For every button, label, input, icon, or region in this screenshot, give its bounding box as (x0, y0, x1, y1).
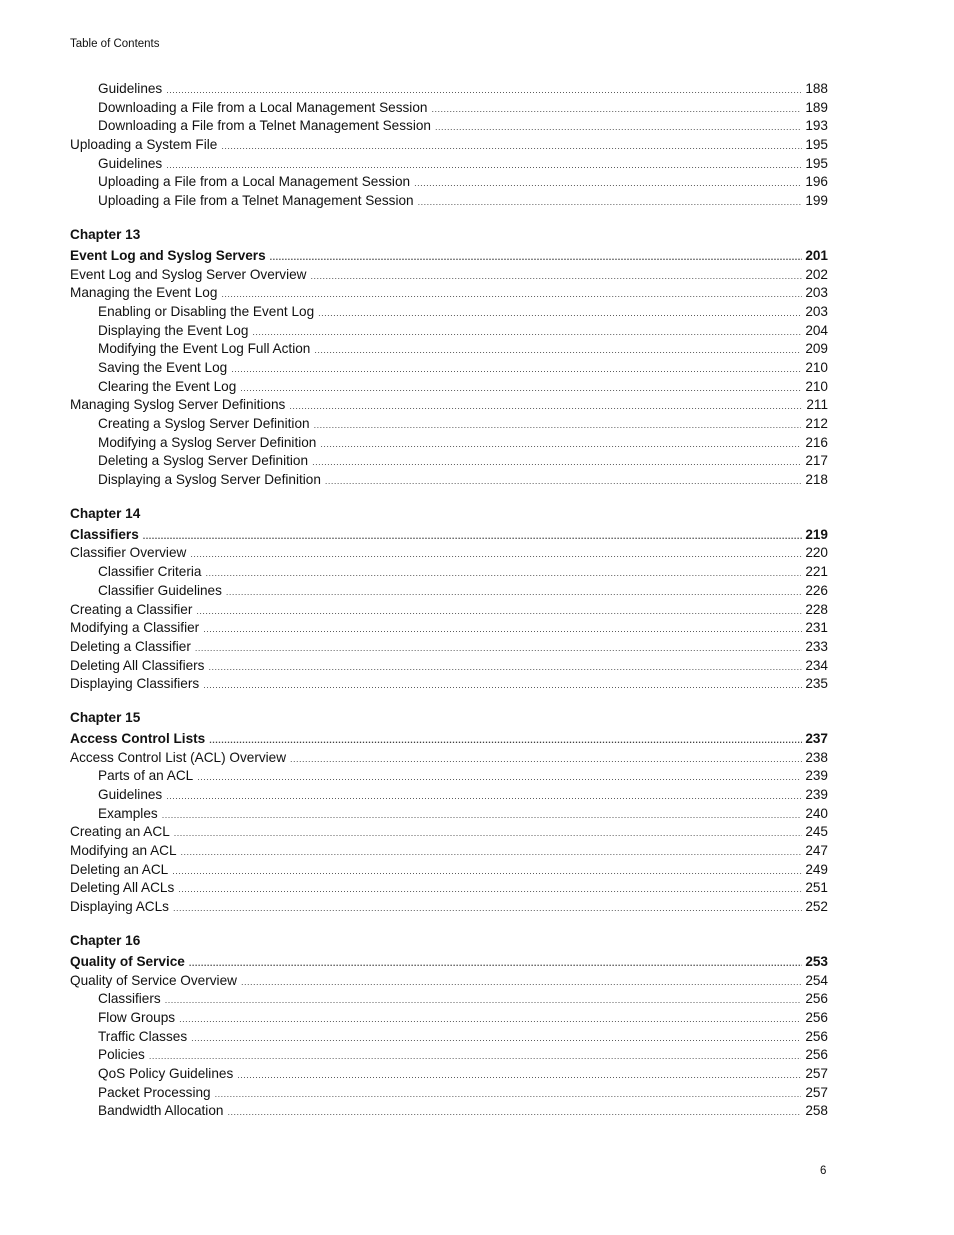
toc-entry-label: Deleting a Classifier (70, 638, 191, 654)
toc-entry[interactable] (70, 266, 828, 285)
toc-entry-label: Deleting a Syslog Server Definition (98, 453, 309, 469)
toc-entry-page: 245 (805, 824, 828, 840)
toc-entry-label: Uploading a File from a Telnet Management Session (98, 193, 414, 209)
dot-leader (241, 973, 802, 991)
chapter-title-entry[interactable] (70, 247, 828, 266)
toc-entry-label: Traffic Classes (98, 1028, 188, 1044)
toc-entry[interactable] (70, 805, 828, 824)
toc-entry-label: Packet Processing (98, 1084, 211, 1100)
toc-entry[interactable] (70, 879, 828, 898)
toc-entry-label: Modifying a Syslog Server Definition (98, 434, 317, 450)
toc-entry-label: Displaying the Event Log (98, 322, 249, 338)
toc-entry-label: Uploading a System File (70, 137, 218, 153)
toc-entry-label: Classifiers (70, 526, 139, 542)
toc-entry-label: Displaying Classifiers (70, 676, 200, 692)
toc-entry-label: Examples (98, 805, 158, 821)
toc-entry[interactable] (70, 972, 828, 991)
dot-leader (208, 658, 802, 676)
dot-leader (240, 379, 801, 397)
toc-entry[interactable] (70, 340, 828, 359)
toc-entry-page: 210 (805, 359, 828, 375)
toc-entry-label: Guidelines (98, 787, 163, 802)
toc-entry-page: 196 (805, 174, 828, 190)
toc-entry-label: Enabling or Disabling the Event Log (98, 303, 315, 319)
dot-leader (311, 267, 803, 285)
dot-leader (289, 397, 803, 415)
toc-entry[interactable] (70, 415, 828, 434)
dot-leader (181, 843, 803, 861)
toc-entry-page: 201 (805, 247, 828, 263)
toc-entry-label: Classifier Guidelines (98, 582, 222, 598)
toc-entry-label: Access Control Lists (70, 730, 206, 746)
toc-entry-label: Classifiers (98, 991, 161, 1007)
toc-entry-page: 258 (805, 1103, 828, 1119)
dot-leader (221, 285, 802, 303)
toc-entry-label: Bandwidth Allocation (98, 1103, 224, 1119)
toc-entry-label: Deleting All Classifiers (70, 657, 205, 673)
toc-entry-label: Event Log and Syslog Server Overview (70, 266, 307, 282)
toc-entry-page: 231 (805, 620, 828, 636)
toc-entry-page: 193 (805, 118, 828, 134)
toc-entry[interactable] (70, 284, 828, 303)
toc-entry[interactable] (70, 155, 828, 174)
dot-leader (143, 527, 803, 545)
toc-entry[interactable] (70, 749, 828, 768)
toc-entry-page: 199 (805, 193, 828, 209)
toc-entry-page: 195 (805, 155, 828, 171)
toc-entry-label: Classifier Overview (70, 545, 187, 561)
toc-entry-label: Managing Syslog Server Definitions (70, 397, 286, 413)
dot-leader (166, 156, 801, 174)
toc-entry[interactable] (70, 99, 828, 118)
dot-leader (435, 118, 801, 136)
toc-entry-page: 188 (805, 81, 828, 96)
toc-entry-label: QoS Policy Guidelines (98, 1065, 234, 1081)
toc-entry-label: Creating an ACL (70, 824, 170, 840)
toc-entry-page: 238 (805, 749, 828, 765)
dot-leader (318, 304, 801, 322)
dot-leader (174, 824, 803, 842)
toc-entry[interactable] (70, 861, 828, 880)
toc-entry[interactable] (70, 563, 828, 582)
dot-leader (325, 472, 801, 490)
dot-leader (196, 602, 802, 620)
toc-entry-page: 257 (805, 1084, 828, 1100)
toc-entry-page: 253 (805, 953, 828, 969)
dot-leader (431, 100, 801, 118)
toc-entry[interactable] (70, 80, 828, 99)
toc-entry-label: Event Log and Syslog Servers (70, 247, 266, 263)
toc-entry[interactable] (70, 117, 828, 136)
dot-leader (179, 1010, 801, 1028)
dot-leader (215, 1085, 802, 1103)
toc-entry-page: 228 (805, 601, 828, 617)
page-number: 6 (820, 1165, 827, 1177)
toc-entry-label: Modifying the Event Log Full Action (98, 341, 311, 357)
toc-entry-label: Access Control List (ACL) Overview (70, 749, 287, 765)
dot-leader (314, 416, 802, 434)
toc-entry[interactable] (70, 1028, 828, 1047)
toc-entry-page: 256 (805, 1028, 828, 1044)
dot-leader (195, 639, 802, 657)
toc-entry[interactable] (70, 1102, 828, 1121)
toc-entry-label: Deleting an ACL (70, 861, 169, 877)
toc-entry[interactable] (70, 471, 828, 490)
toc-entry-label: Creating a Classifier (70, 601, 193, 617)
dot-leader (162, 806, 802, 824)
toc-entry-page: 249 (805, 861, 828, 877)
toc-entry[interactable] (70, 619, 828, 638)
dot-leader (252, 323, 801, 341)
toc-entry[interactable] (70, 582, 828, 601)
chapter-title-entry[interactable] (70, 730, 828, 749)
toc-entry-page: 256 (805, 1009, 828, 1025)
toc-entry[interactable] (70, 657, 828, 676)
dot-leader (203, 620, 802, 638)
dot-leader (320, 435, 801, 453)
toc-entry-page: 226 (805, 582, 828, 598)
toc-entry-page: 239 (805, 787, 828, 802)
toc-entry[interactable] (70, 359, 828, 378)
running-header: Table of Contents (70, 38, 160, 50)
toc-entry-label: Flow Groups (98, 1009, 176, 1025)
toc-entry-label: Managing the Event Log (70, 285, 218, 301)
toc-entry[interactable] (70, 434, 828, 453)
toc-entry-page: 219 (805, 526, 828, 542)
dot-leader (221, 137, 802, 155)
toc-entry[interactable] (70, 823, 828, 842)
toc-entry[interactable] (70, 173, 828, 192)
toc-entry[interactable] (70, 767, 828, 786)
toc-entry[interactable] (70, 303, 828, 322)
toc-entry-page: 239 (805, 768, 828, 784)
toc-entry[interactable] (70, 322, 828, 341)
dot-leader (165, 991, 802, 1009)
toc-entry[interactable] (70, 898, 828, 917)
toc-entry-page: 240 (805, 805, 828, 821)
toc-entry-page: 203 (805, 285, 828, 301)
toc-entry-page: 221 (805, 564, 828, 580)
dot-leader (209, 731, 802, 749)
toc-entry-page: 256 (805, 991, 828, 1007)
toc-entry-page: 202 (805, 266, 828, 282)
dot-leader (166, 787, 801, 805)
toc-entry[interactable] (70, 842, 828, 861)
dot-leader (418, 193, 802, 211)
chapter-label: Chapter 15 (70, 709, 141, 725)
dot-leader (173, 899, 802, 917)
toc-entry[interactable] (70, 601, 828, 620)
toc-entry-label: Deleting All ACLs (70, 880, 175, 896)
toc-entry-page: 216 (805, 434, 828, 450)
toc-entry[interactable] (70, 452, 828, 471)
dot-leader (178, 880, 802, 898)
dot-leader (149, 1047, 801, 1065)
toc-entry[interactable] (70, 1084, 828, 1103)
toc-entry-page: 237 (805, 730, 828, 746)
dot-leader (314, 341, 801, 359)
dot-leader (226, 583, 801, 601)
toc-entry-label: Downloading a File from a Telnet Management Session (98, 118, 431, 134)
toc-entry[interactable] (70, 638, 828, 657)
toc-entry-page: 233 (805, 638, 828, 654)
toc-entry-page: 204 (805, 322, 828, 338)
toc-entry-page: 218 (805, 472, 828, 488)
chapter-label: Chapter 14 (70, 505, 141, 521)
toc-entry[interactable] (70, 786, 828, 805)
chapter-label: Chapter 13 (70, 226, 141, 242)
toc-entry[interactable] (70, 136, 828, 155)
dot-leader (203, 676, 802, 694)
dot-leader (197, 768, 801, 786)
toc-entry-label: Policies (98, 1047, 145, 1063)
toc-entry-page: 234 (805, 657, 828, 673)
toc-entry[interactable] (70, 990, 828, 1009)
toc-entry-page: 217 (805, 453, 828, 469)
toc-entry[interactable] (70, 1065, 828, 1084)
toc-entry-label: Displaying a Syslog Server Definition (98, 472, 321, 488)
dot-leader (290, 750, 802, 768)
toc-entry-page: 257 (805, 1065, 828, 1081)
toc-entry-page: 195 (805, 137, 828, 153)
chapter-title-entry[interactable] (70, 526, 828, 545)
toc-entry-page: 252 (805, 899, 828, 915)
dot-leader (231, 360, 801, 378)
toc-entry-label: Guidelines (98, 81, 163, 96)
dot-leader (312, 453, 801, 471)
toc-entry-page: 247 (805, 843, 828, 859)
table-of-contents (70, 80, 828, 1121)
toc-entry[interactable] (70, 675, 828, 694)
toc-entry-page: 212 (805, 416, 828, 431)
toc-entry-page: 189 (805, 99, 828, 115)
toc-entry-label: Parts of an ACL (98, 768, 194, 784)
toc-entry-label: Modifying a Classifier (70, 620, 200, 636)
toc-entry-label: Quality of Service Overview (70, 972, 237, 988)
toc-entry-page: 209 (805, 341, 828, 357)
toc-entry[interactable] (70, 396, 828, 415)
toc-entry-page: 251 (805, 880, 828, 896)
toc-entry-label: Clearing the Event Log (98, 378, 237, 394)
toc-entry[interactable] (70, 378, 828, 397)
toc-entry[interactable] (70, 192, 828, 211)
toc-entry-page: 256 (805, 1047, 828, 1063)
toc-entry-label: Classifier Criteria (98, 564, 202, 580)
toc-entry-label: Quality of Service (70, 953, 185, 969)
dot-leader (227, 1103, 801, 1121)
toc-entry[interactable] (70, 544, 828, 563)
toc-entry-page: 254 (805, 972, 828, 988)
toc-entry-label: Saving the Event Log (98, 359, 228, 375)
toc-entry-label: Creating a Syslog Server Definition (98, 416, 310, 431)
chapter-title-entry[interactable] (70, 953, 828, 972)
toc-entry-page: 211 (806, 397, 828, 413)
toc-entry[interactable] (70, 1009, 828, 1028)
dot-leader (191, 1029, 801, 1047)
dot-leader (270, 248, 803, 266)
toc-entry-label: Displaying ACLs (70, 899, 169, 915)
toc-entry-label: Guidelines (98, 155, 163, 171)
dot-leader (166, 81, 801, 99)
chapter-label: Chapter 16 (70, 932, 141, 948)
toc-entry-page: 220 (805, 545, 828, 561)
dot-leader (205, 564, 801, 582)
dot-leader (414, 174, 801, 192)
dot-leader (237, 1066, 801, 1084)
toc-entry[interactable] (70, 1046, 828, 1065)
dot-leader (190, 545, 802, 563)
toc-entry-page: 203 (805, 303, 828, 319)
toc-entry-page: 235 (805, 676, 828, 692)
dot-leader (172, 862, 802, 880)
dot-leader (189, 954, 802, 972)
toc-entry-label: Modifying an ACL (70, 843, 177, 859)
toc-entry-page: 210 (805, 378, 828, 394)
toc-entry-label: Downloading a File from a Local Management Session (98, 99, 428, 115)
toc-entry-label: Uploading a File from a Local Management Session (98, 174, 411, 190)
